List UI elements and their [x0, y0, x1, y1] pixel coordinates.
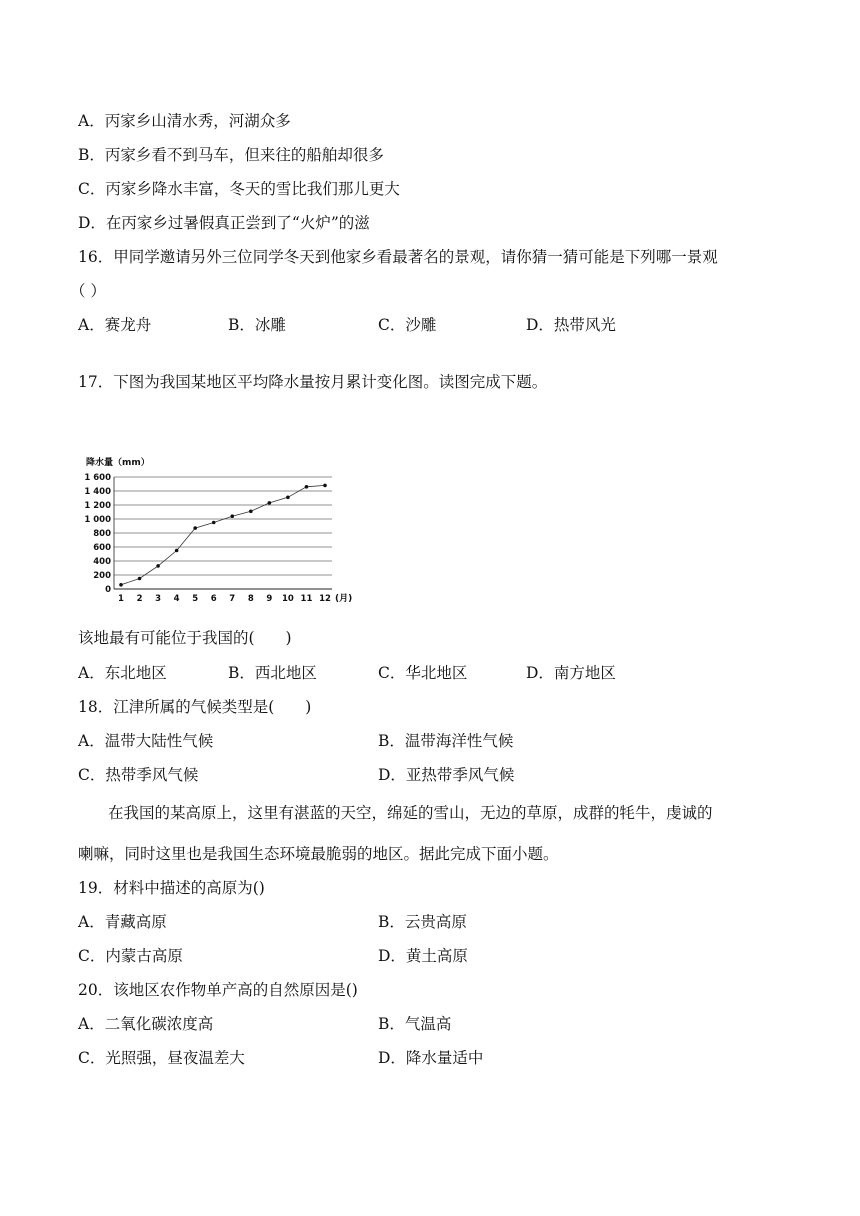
q15-option-a: A．丙家乡山清水秀，河湖众多	[78, 112, 291, 130]
chart-x-tick-label: 3	[155, 594, 162, 604]
q17-option-d: D．南方地区	[526, 664, 616, 682]
q16-option-a: A．赛龙舟	[78, 316, 152, 334]
chart-y-tick-label: 800	[93, 529, 111, 539]
chart-data-point	[323, 484, 327, 488]
chart-x-tick-label: 8	[247, 594, 254, 604]
passage-line-2: 喇嘛，同时这里也是我国生态环境最脆弱的地区。据此完成下面小题。	[78, 845, 559, 863]
q15-option-b: B．丙家乡看不到马车，但来往的船舶却很多	[78, 146, 384, 164]
chart-x-ticks	[118, 594, 331, 604]
q20-option-b: B．气温高	[378, 1015, 452, 1033]
chart-x-tick-label: 12	[319, 594, 331, 604]
q15-option-d: D．在丙家乡过暑假真正尝到了“火炉”的滋	[78, 214, 370, 232]
chart-data-point	[230, 514, 234, 518]
chart-data-point	[156, 564, 160, 568]
chart-data-point	[175, 549, 179, 553]
q18-option-d: D．亚热带季风气候	[378, 766, 515, 784]
q16-answer-blank: （ ）	[70, 282, 106, 300]
chart-x-tick-label: 6	[210, 594, 217, 604]
q16-option-d: D．热带风光	[526, 316, 616, 334]
chart-y-tick-label: 1 000	[84, 515, 111, 525]
chart-data-point	[212, 521, 216, 525]
chart-x-tick-label: 10	[281, 594, 294, 604]
q18-stem: 18．江津所属的气候类型是( )	[78, 698, 312, 716]
chart-x-tick-label: 7	[229, 594, 236, 604]
q18-option-c: C．热带季风气候	[78, 766, 199, 784]
q19-option-c: C．内蒙古高原	[78, 947, 183, 965]
chart-x-axis-label: (月)	[335, 594, 352, 604]
chart-y-tick-label: 1 200	[84, 501, 111, 511]
q19-stem: 19．材料中描述的高原为()	[78, 879, 265, 897]
chart-data-point	[193, 526, 197, 530]
chart-data-point	[305, 485, 309, 489]
chart-grid	[114, 477, 332, 589]
q16-stem: 16．甲同学邀请另外三位同学冬天到他家乡看最著名的景观，请你猜一猜可能是下列哪一景观	[78, 248, 718, 266]
chart-data-point	[268, 501, 272, 505]
chart-x-tick-label: 11	[300, 594, 313, 604]
chart-y-ticks	[84, 473, 111, 595]
q16-option-b: B．冰雕	[228, 316, 286, 334]
q17-option-b: B．西北地区	[228, 664, 317, 682]
chart-y-tick-label: 0	[105, 585, 111, 595]
q19-option-b: B．云贵高原	[378, 913, 467, 931]
q16-option-c: C．沙雕	[378, 316, 437, 334]
q18-option-b: B．温带海洋性气候	[378, 732, 514, 750]
chart-y-tick-label: 1 400	[84, 487, 111, 497]
chart-data-point	[249, 510, 253, 514]
chart-data-point	[119, 583, 123, 587]
chart-x-tick-label: 4	[173, 594, 180, 604]
chart-y-axis-label: 降水量（mm）	[86, 458, 150, 468]
chart-x-tick-label: 2	[136, 594, 143, 604]
passage-line-1: 在我国的某高原上，这里有湛蓝的天空，绵延的雪山，无边的草原，成群的牦牛，虔诚的	[108, 804, 713, 822]
chart-y-tick-label: 1 600	[84, 473, 111, 483]
chart-x-tick-label: 5	[192, 594, 199, 604]
q17-option-c: C．华北地区	[378, 664, 468, 682]
chart-x-tick-label: 9	[266, 594, 273, 604]
q20-option-a: A．二氧化碳浓度高	[78, 1015, 214, 1033]
chart-data-point	[138, 577, 142, 581]
chart-y-tick-label: 600	[93, 543, 111, 553]
chart-y-tick-label: 400	[93, 557, 111, 567]
q19-option-d: D．黄土高原	[378, 947, 468, 965]
q17-option-a: A．东北地区	[78, 664, 167, 682]
chart-y-tick-label: 200	[93, 571, 111, 581]
chart-x-tick-label: 1	[118, 594, 124, 604]
precipitation-chart	[82, 455, 352, 605]
q18-option-a: A．温带大陆性气候	[78, 732, 214, 750]
q17-stem: 17．下图为我国某地区平均降水量按月累计变化图。读图完成下题。	[78, 373, 548, 391]
chart-data-point	[286, 496, 290, 500]
q15-option-c: C．丙家乡降水丰富，冬天的雪比我们那儿更大	[78, 180, 400, 198]
chart-series-line	[121, 485, 325, 584]
q17-question: 该地最有可能位于我国的( )	[78, 629, 292, 647]
q20-option-d: D．降水量适中	[378, 1049, 484, 1067]
q20-option-c: C．光照强，昼夜温差大	[78, 1049, 245, 1067]
q19-option-a: A．青藏高原	[78, 913, 167, 931]
q20-stem: 20．该地区农作物单产高的自然原因是()	[78, 981, 358, 999]
